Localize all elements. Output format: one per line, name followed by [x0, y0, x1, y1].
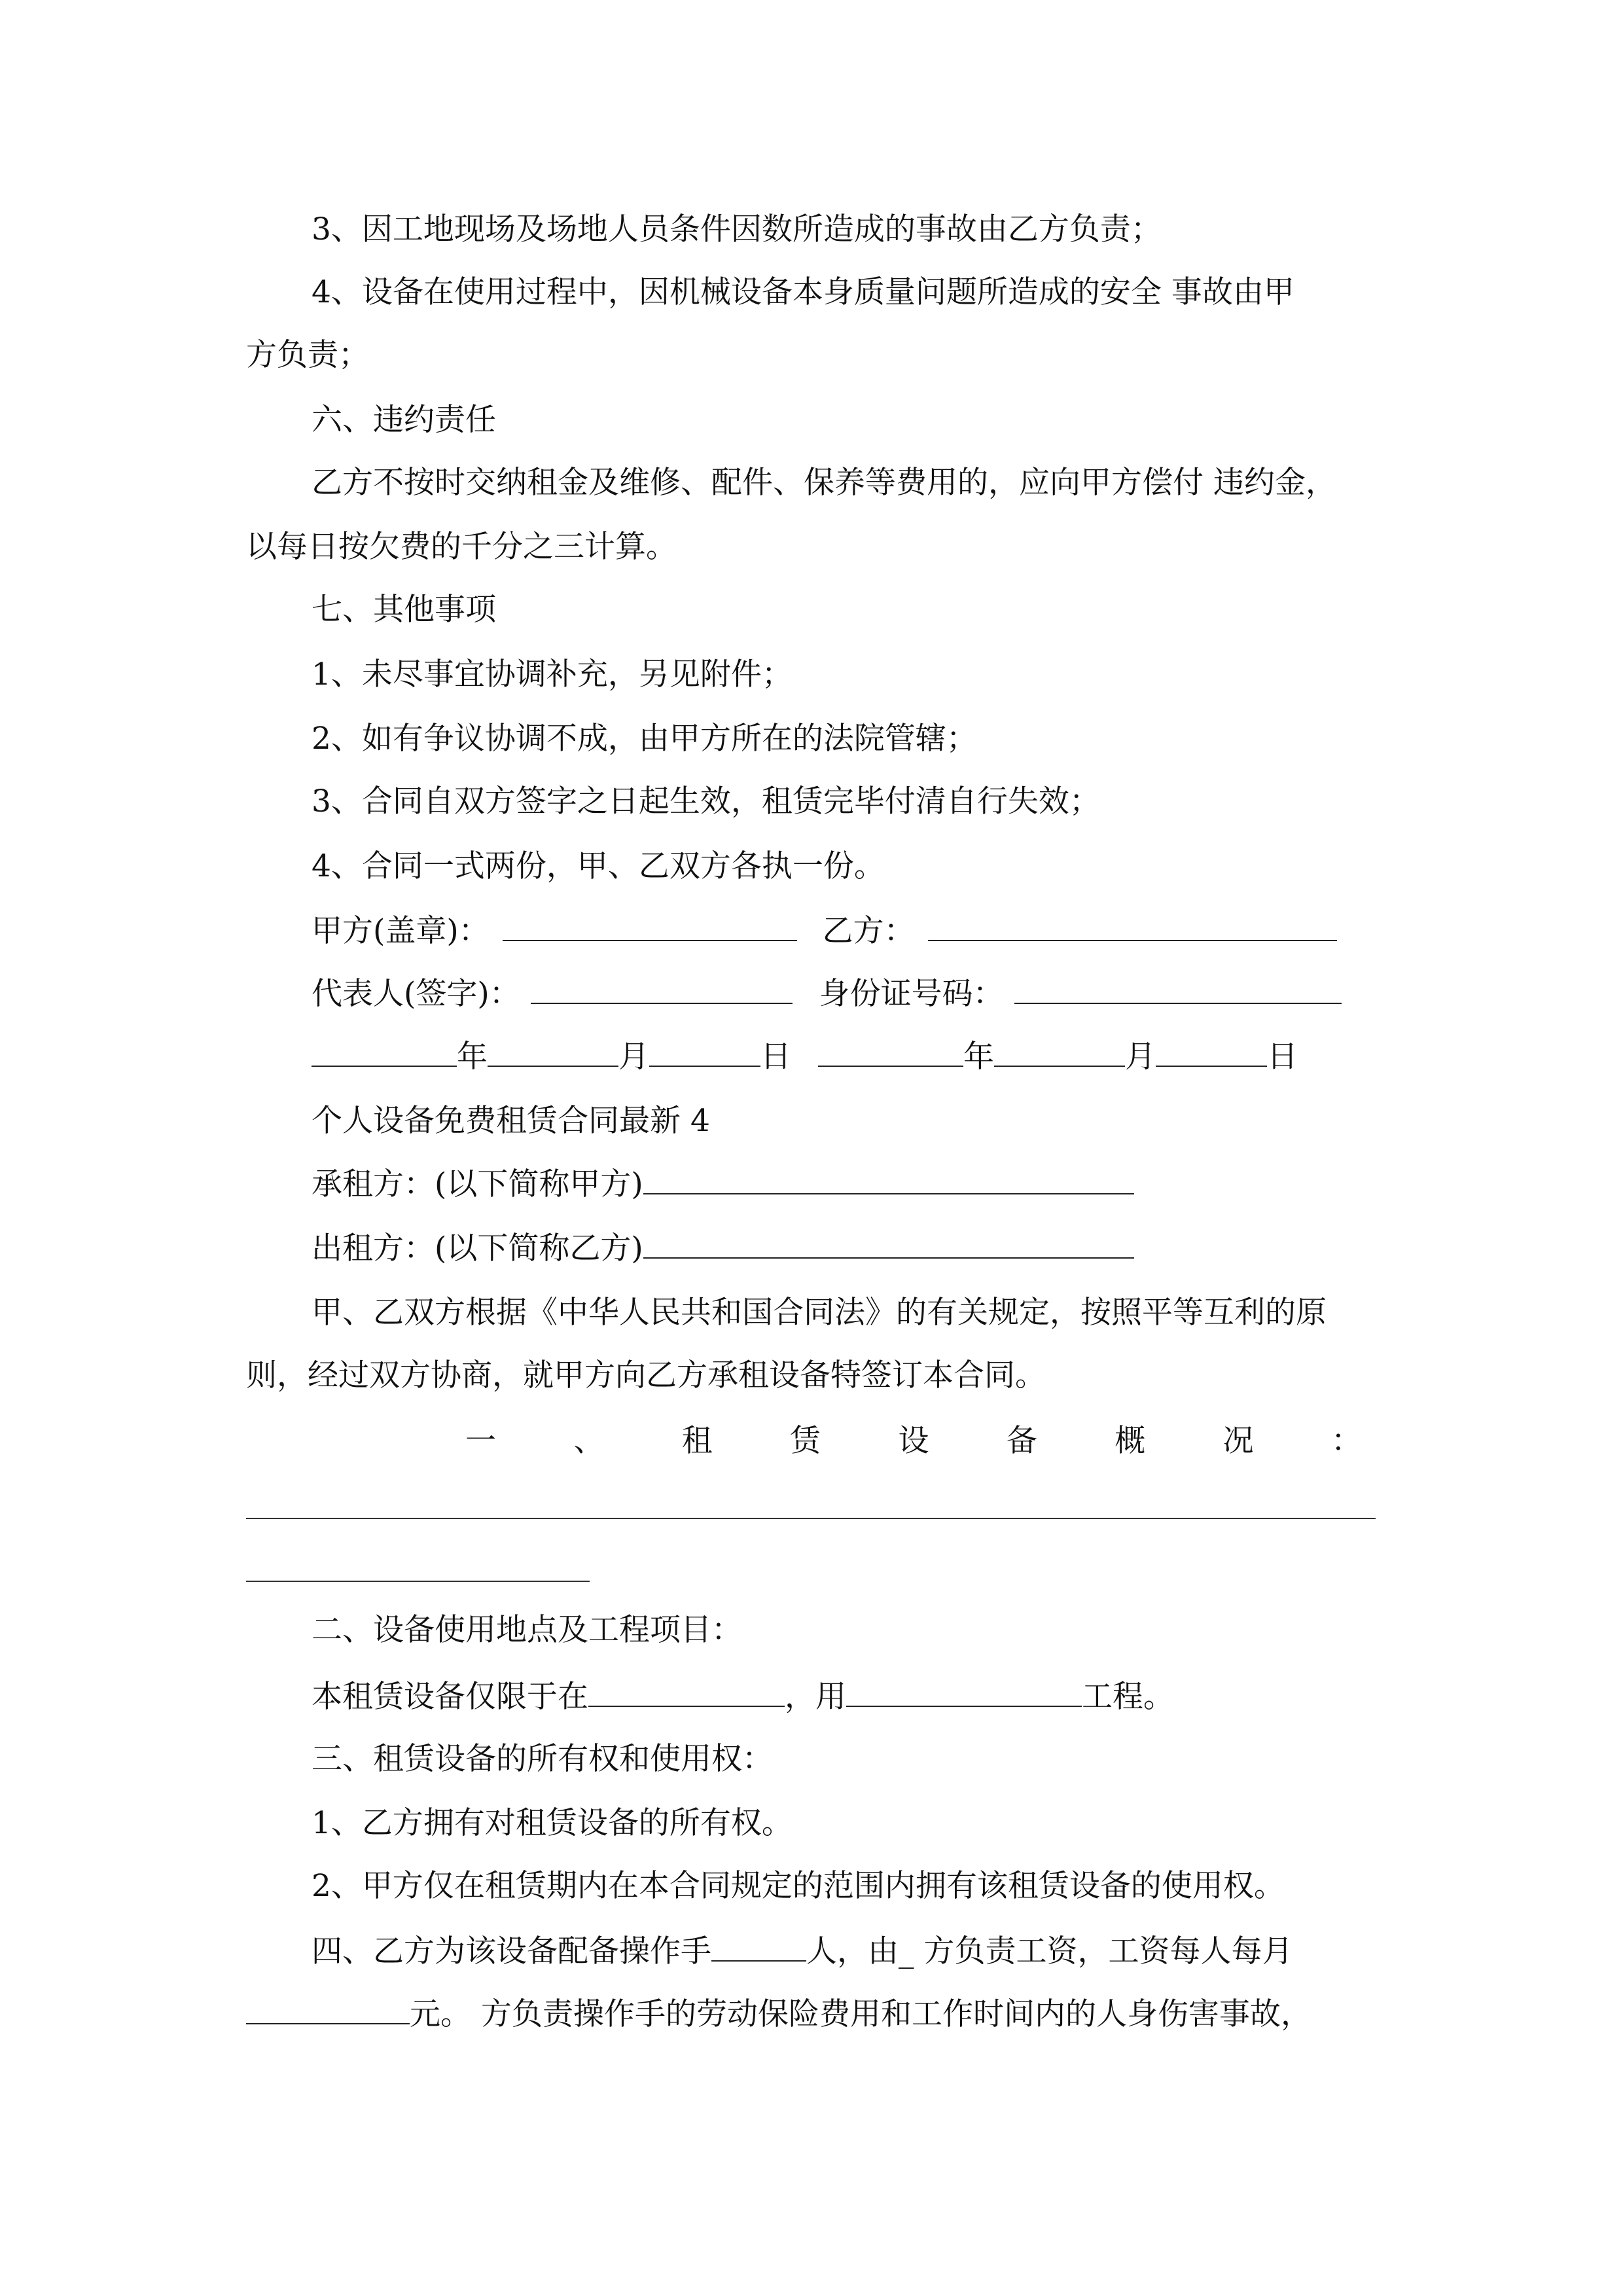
party-a-blank[interactable] — [503, 911, 797, 941]
wage-row — [246, 1994, 1311, 2034]
clause-text: 3、合同自双方签字之日起生效，租赁完毕付清自行失效； — [312, 783, 1100, 819]
location-blank[interactable] — [588, 1677, 785, 1707]
clause-text: 方负责； — [246, 337, 369, 373]
lessor-label: 出租方：(以下简称乙方) — [312, 1230, 643, 1266]
year-label: 年 — [457, 1039, 488, 1075]
month-blank[interactable] — [488, 1037, 618, 1067]
heading-char: 一 — [465, 1423, 496, 1459]
operator-row — [312, 1931, 1293, 1971]
party-b-blank[interactable] — [928, 911, 1337, 941]
use-label: ，用 — [785, 1679, 846, 1715]
lessor-blank[interactable] — [643, 1229, 1134, 1259]
project-blank[interactable] — [846, 1677, 1082, 1707]
heading-char: 设 — [898, 1423, 929, 1459]
year-blank[interactable] — [312, 1037, 457, 1067]
clause-text: 2、如有争议协调不成，由甲方所在的法院管辖； — [312, 721, 977, 757]
year-blank[interactable] — [818, 1037, 963, 1067]
operator-text: 人，由_ 方负责工资，工资每人每月 — [806, 1933, 1293, 1969]
heading-char: ： — [1331, 1423, 1362, 1459]
day-label: 日 — [760, 1039, 791, 1075]
project-label: 工程。 — [1082, 1679, 1174, 1715]
equipment-blank-line[interactable] — [246, 1518, 1376, 1519]
section-heading: 三、租赁设备的所有权和使用权： — [312, 1741, 773, 1777]
day-blank[interactable] — [1156, 1037, 1267, 1067]
equipment-blank-line[interactable] — [246, 1581, 590, 1582]
heading-char: 备 — [1006, 1423, 1037, 1459]
clause-text: 3、因工地现场及场地人员条件因数所造成的事故由乙方负责； — [312, 211, 1162, 247]
clause-text: 乙方不按时交纳租金及维修、配件、保养等费用的，应向甲方偿付 违约金， — [312, 465, 1336, 501]
signature-row-2 — [312, 974, 1342, 1014]
year-label: 年 — [963, 1039, 994, 1075]
clause-text: 1、乙方拥有对租赁设备的所有权。 — [312, 1805, 793, 1841]
clause-text: 4、合同一式两份，甲、乙双方各执一份。 — [312, 848, 885, 884]
wage-blank[interactable] — [246, 1994, 410, 2024]
representative-blank[interactable] — [531, 974, 793, 1004]
id-number-blank[interactable] — [1014, 974, 1342, 1004]
operator-label: 四、乙方为该设备配备操作手 — [312, 1933, 711, 1969]
clause-text: 2、甲方仅在租赁期内在本合同规定的范围内拥有该租赁设备的使用权。 — [312, 1868, 1285, 1904]
id-number-label: 身份证号码： — [819, 976, 1004, 1012]
heading-char: 赁 — [790, 1423, 821, 1459]
date-row — [312, 1037, 1298, 1077]
section-heading: 二、设备使用地点及工程项目： — [312, 1612, 742, 1648]
location-label: 本租赁设备仅限于在 — [312, 1679, 588, 1715]
month-label: 月 — [618, 1039, 649, 1075]
month-blank[interactable] — [994, 1037, 1125, 1067]
heading-char: 、 — [573, 1423, 605, 1459]
clause-text: 4、设备在使用过程中，因机械设备本身质量问题所造成的安全 事故由甲 — [312, 274, 1294, 310]
wage-text: 元。 方负责操作手的劳动保险费用和工作时间内的人身伤害事故， — [410, 1996, 1311, 2032]
lessee-label: 承租方：(以下简称甲方) — [312, 1166, 643, 1202]
heading-char: 况 — [1222, 1423, 1254, 1459]
month-label: 月 — [1124, 1039, 1156, 1075]
party-a-label: 甲方(盖章)： — [312, 913, 490, 949]
clause-text: 1、未尽事宜协调补充，另见附件； — [312, 656, 793, 692]
representative-label: 代表人(签字)： — [312, 976, 520, 1012]
lessee-row — [312, 1164, 1134, 1204]
heading-char: 租 — [681, 1423, 713, 1459]
clause-text: 以每日按欠费的千分之三计算。 — [246, 529, 677, 565]
heading-char: 概 — [1115, 1423, 1146, 1459]
intro-text: 甲、乙双方根据《中华人民共和国合同法》的有关规定，按照平等互利的原 — [312, 1295, 1327, 1331]
party-b-label: 乙方： — [822, 913, 915, 949]
day-blank[interactable] — [649, 1037, 760, 1067]
intro-text: 则，经过双方协商，就甲方向乙方承租设备特签订本合同。 — [246, 1357, 1046, 1393]
section-heading: 七、其他事项 — [312, 592, 496, 628]
lessor-row — [312, 1229, 1134, 1268]
day-label: 日 — [1266, 1039, 1298, 1075]
location-row — [312, 1677, 1174, 1717]
signature-row-1 — [312, 911, 1337, 951]
lessee-blank[interactable] — [643, 1164, 1134, 1194]
operator-count-blank[interactable] — [711, 1931, 806, 1962]
section-1-heading — [465, 1422, 1362, 1461]
contract-title: 个人设备免费租赁合同最新 4 — [312, 1103, 710, 1139]
section-heading: 六、违约责任 — [312, 402, 496, 438]
